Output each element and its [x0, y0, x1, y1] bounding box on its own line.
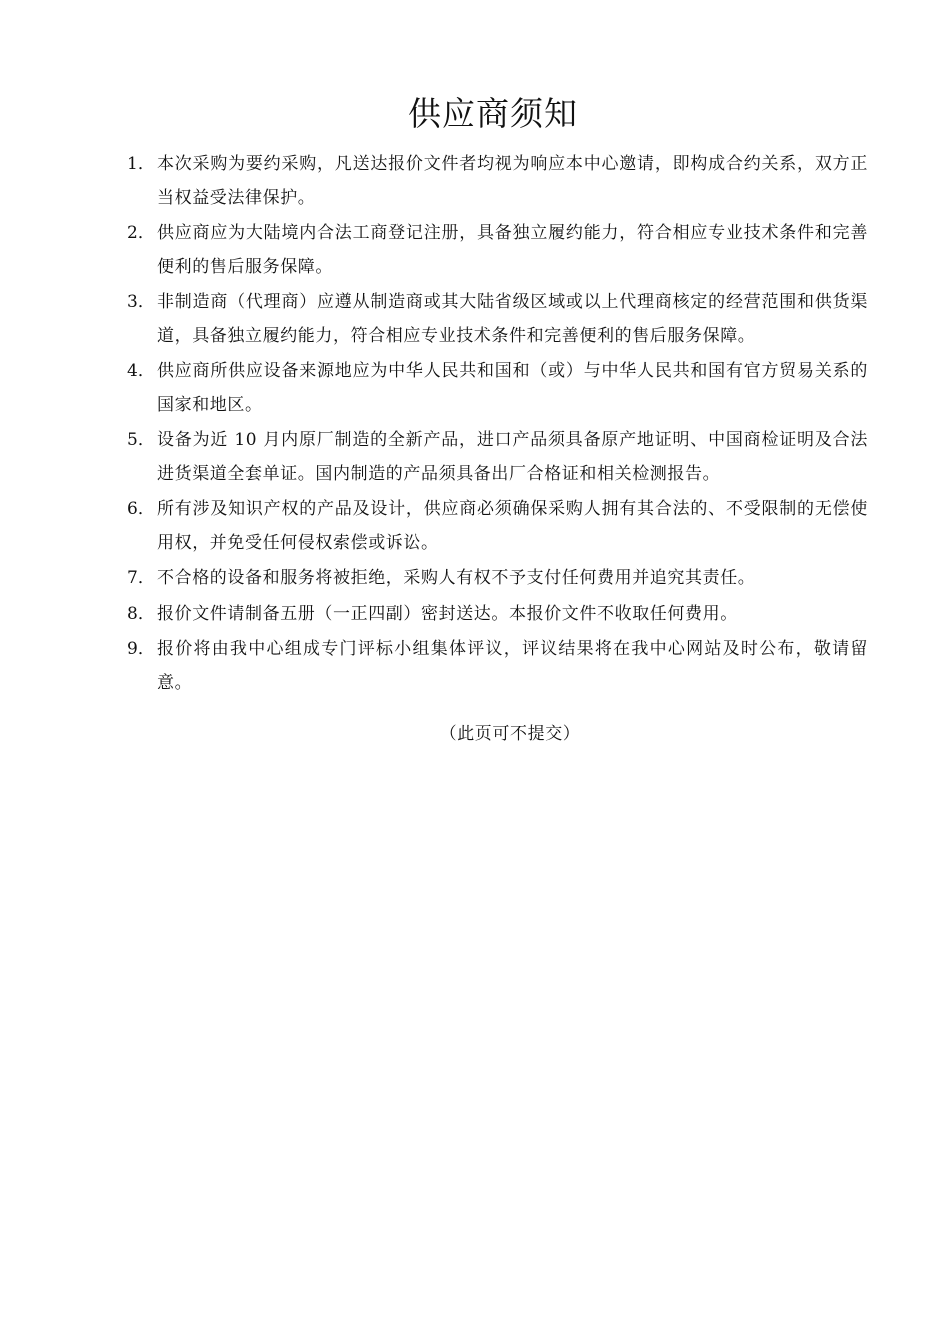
document-title: 供应商须知: [408, 94, 578, 133]
notice-item-number: 2．: [127, 223, 155, 243]
notice-item-text: 报价文件请制备五册（一正四副）密封送达。本报价文件不收取任何费用。: [157, 603, 738, 624]
notice-item-number: 6．: [127, 499, 155, 519]
notice-item-text: 供应商应为大陆境内合法工商登记注册，具备独立履约能力，符合相应专业技术条件和完善便利的售后服务保障。: [157, 223, 868, 277]
notice-item-3: [0, 286, 950, 353]
notice-item-text: 本次采购为要约采购，凡送达报价文件者均视为响应本中心邀请，即构成合约关系，双方正当权益受法律保护。: [157, 154, 868, 208]
notice-item-number: 3．: [127, 292, 155, 312]
notice-item-number: 1．: [127, 154, 155, 174]
notice-item-7: [0, 562, 950, 596]
notice-item-text: 报价将由我中心组成专门评标小组集体评议，评议结果将在我中心网站及时公布，敬请留意。: [157, 639, 868, 693]
notice-item-text: 不合格的设备和服务将被拒绝，采购人有权不予支付任何费用并追究其责任。: [157, 568, 756, 588]
notice-item-9: [0, 633, 950, 700]
notice-item-text: 所有涉及知识产权的产品及设计，供应商必须确保采购人拥有其合法的、不受限制的无偿使用权，并免受任何侵权索偿或诉讼。: [157, 499, 868, 553]
notice-item-4: [0, 355, 950, 422]
notice-item-number: 9．: [127, 639, 155, 659]
notice-item-number: 4．: [127, 361, 155, 381]
notice-item-text: 供应商所供应设备来源地应为中华人民共和国和（或）与中华人民共和国有官方贸易关系的国家和地区。: [157, 361, 868, 415]
notice-list: [0, 148, 950, 700]
notice-item-2: [0, 217, 950, 284]
notice-item-text: 非制造商（代理商）应遵从制造商或其大陆省级区域或以上代理商核定的经营范围和供货渠道，具备独立履约能力，符合相应专业技术条件和完善便利的售后服务保障。: [157, 292, 868, 346]
notice-item-number: 8．: [127, 603, 155, 624]
notice-item-6: [0, 493, 950, 560]
notice-item-number: 7．: [127, 568, 155, 588]
notice-item-number: 5．: [127, 430, 155, 450]
page-footnote: （此页可不提交）: [439, 724, 581, 744]
notice-item-1: [0, 148, 950, 215]
notice-item-5: [0, 424, 950, 491]
notice-item-text: 设备为近 10 月内原厂制造的全新产品，进口产品须具备原产地证明、中国商检证明及合法进货渠道全套单证。国内制造的产品须具备出厂合格证和相关检测报告。: [157, 430, 868, 484]
notice-item-8: [0, 598, 950, 632]
